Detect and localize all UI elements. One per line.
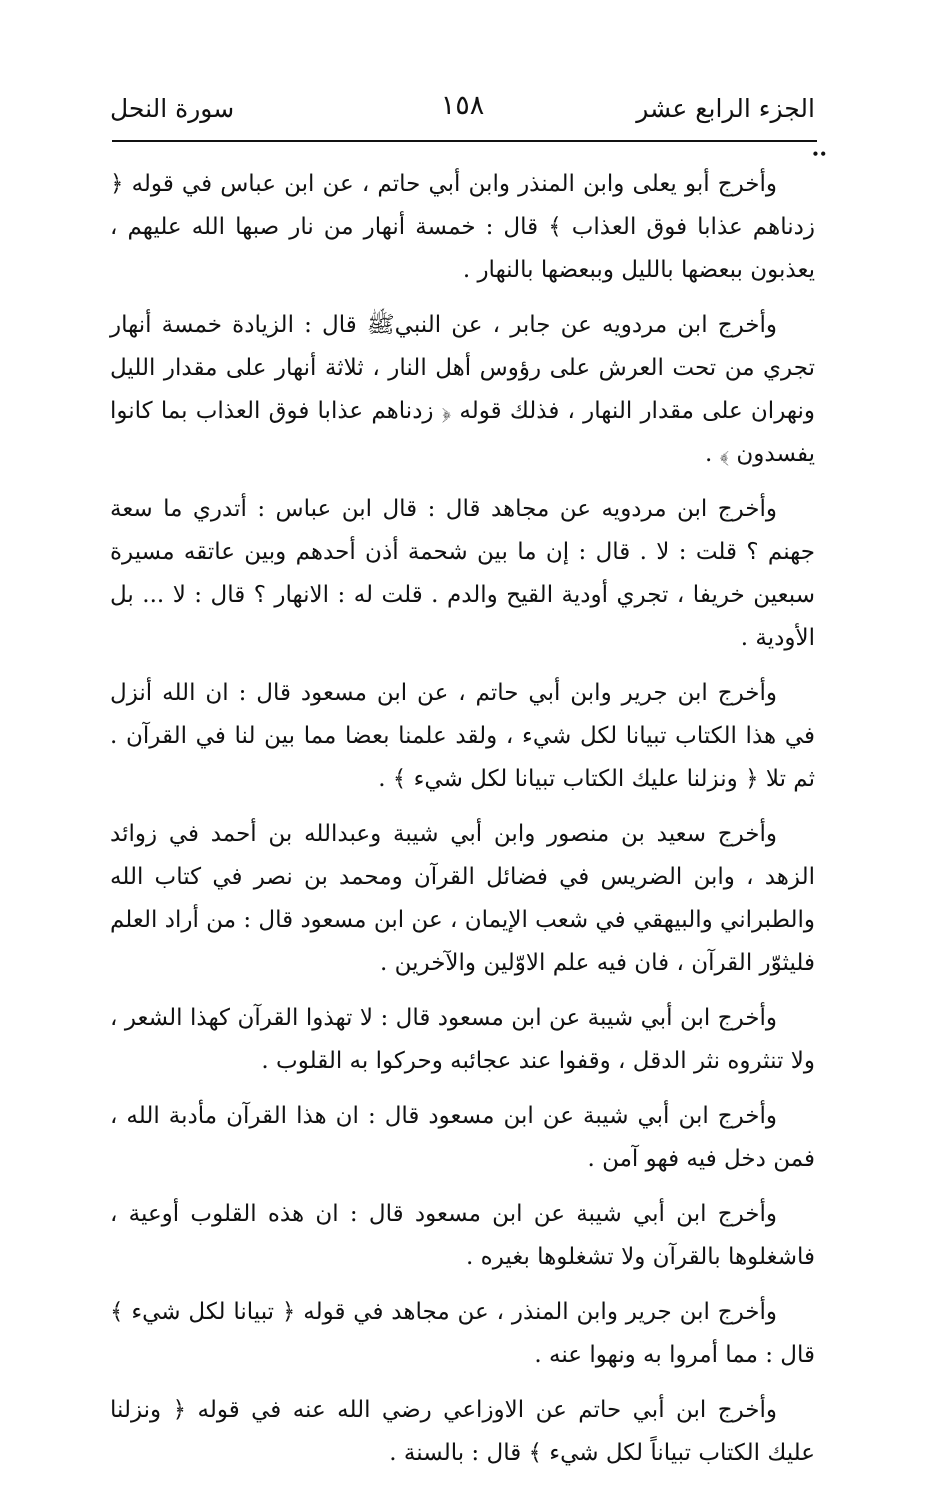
paragraph-5: وأخرج سعيد بن منصور وابن أبي شيبة وعبدالله بن أحمد في زوائد الزهد ، وابن الضريس في فضائل القرآن ومحمد بن نصر في كتاب الله والطبراني والبيهقي في شعب الإيمان ، عن ابن مسعود قال : من أراد العلم فليثوّر القرآن ، فان فيه علم الاوّلين والآخرين . [110,821,815,976]
paragraph-3: وأخرج ابن مردويه عن مجاهد قال : قال ابن عباس : أتدري ما سعة جهنم ؟ قلت : لا . قال : إن ما بين شحمة أذن أحدهم وبين عاتقه مسيرة سبعين خريفا ، تجري أودية القيح والدم . قلت له : الانهار ؟ قال : لا ... بل الأودية . [110,496,815,651]
header-rule [112,140,817,142]
paragraph-9: وأخرج ابن جرير وابن المنذر ، عن مجاهد في قوله ﴿ تبيانا لكل شيء ﴾ قال : مما أمروا به ونهوا عنه . [110,1299,815,1368]
margin-mark: •• [811,147,827,161]
juz-label: الجزء الرابع عشر [636,94,815,123]
paragraph-8: وأخرج ابن أبي شيبة عن ابن مسعود قال : ان هذه القلوب أوعية ، فاشغلوها بالقرآن ولا تشغلوها بغيره . [110,1201,815,1270]
body-text [110,163,815,1487]
paragraph-7: وأخرج ابن أبي شيبة عن ابن مسعود قال : ان هذا القرآن مأدبة الله ، فمن دخل فيه فهو آمن . [110,1103,815,1172]
paragraph-4: وأخرج ابن جرير وابن أبي حاتم ، عن ابن مسعود قال : ان الله أنزل في هذا الكتاب تبيانا لكل شيء ، ولقد علمنا بعضا مما بين لنا في القرآن . ثم تلا ﴿ ونزلنا عليك الكتاب تبيانا لكل شيء ﴾ . [110,680,815,792]
paragraph-10: وأخرج ابن أبي حاتم عن الاوزاعي رضي الله عنه في قوله ﴿ ونزلنا عليك الكتاب تبياناً لكل شيء ﴾ قال : بالسنة . [110,1397,815,1466]
paragraph-6: وأخرج ابن أبي شيبة عن ابن مسعود قال : لا تهذوا القرآن كهذا الشعر ، ولا تنثروه نثر الدقل ، وقفوا عند عجائبه وحركوا به القلوب . [110,1005,815,1074]
running-header [110,84,815,134]
page-number: ١٥٨ [440,90,485,121]
surah-label: سورة النحل [110,94,235,123]
paragraph-2: وأخرج ابن مردويه عن جابر ، عن النبيﷺ قال : الزيادة خمسة أنهار تجري من تحت العرش على رؤوس أهل النار ، ثلاثة أنهار على مقدار الليل ونهران على مقدار النهار ، فذلك قوله ﴿ زدناهم عذابا فوق العذاب بما كانوا يفسدون ﴾ . [110,312,815,467]
paragraph-1: وأخرج أبو يعلى وابن المنذر وابن أبي حاتم ، عن ابن عباس في قوله ﴿ زدناهم عذابا فوق العذاب ﴾ قال : خمسة أنهار من نار صبها الله عليهم ، يعذبون ببعضها بالليل وببعضها بالنهار . [110,171,815,283]
